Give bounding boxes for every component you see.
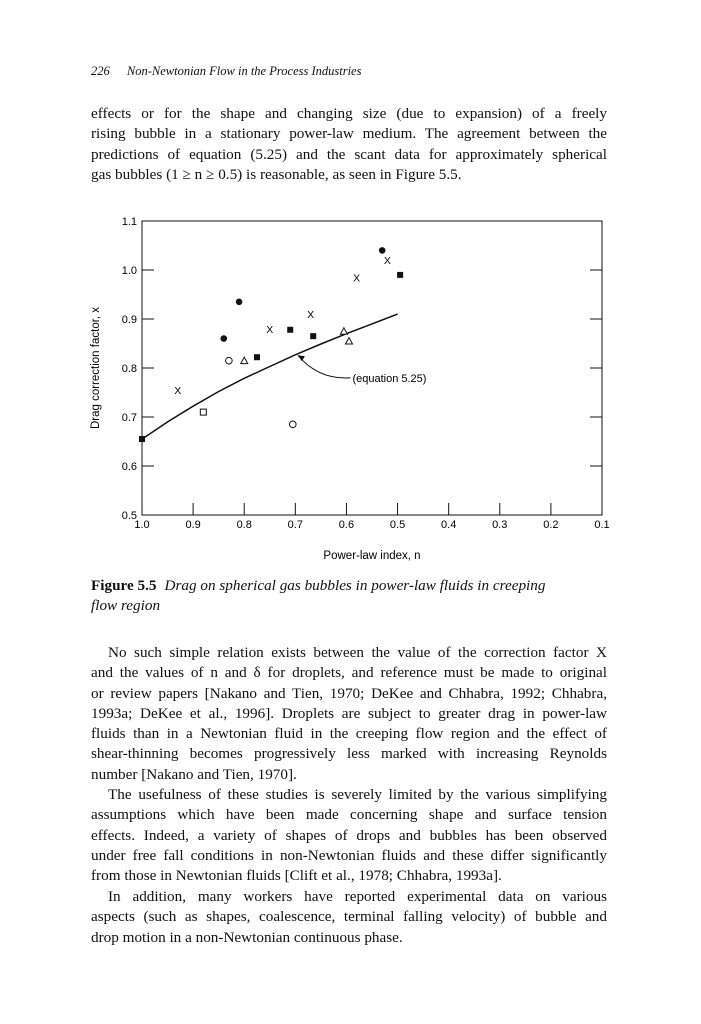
open-circle-point: [226, 357, 233, 364]
text-line: under free fall conditions in non-Newtonian fluids and these differ significantly: [91, 846, 607, 864]
paragraph-droplets: [91, 643, 607, 785]
filled-square-point: [139, 436, 145, 442]
y-tick-label: 0.7: [121, 412, 137, 424]
filled-circle-point: [220, 335, 227, 342]
running-header: [91, 64, 361, 79]
x-marker-point: X: [174, 385, 182, 398]
text-line: or review papers [Nakano and Tien, 1970; DeKee and Chhabra, 1992; Chhabra,: [91, 684, 607, 702]
triangle-point: [241, 357, 248, 364]
x-tick-label: 0.7: [287, 519, 303, 531]
x-axis-label: Power-law index, n: [323, 550, 421, 562]
caption-text-cont: flow region: [91, 597, 161, 614]
text-line: and the values of n and δ for droplets, and reference must be made to original: [91, 664, 607, 682]
triangle-point: [346, 338, 353, 345]
y-tick-label: 0.9: [121, 314, 137, 326]
filled-square-point: [397, 272, 403, 278]
filled-square-point: [287, 327, 293, 333]
text-line: fluids than in a Newtonian fluid in the creeping flow region and the effect of: [91, 725, 607, 743]
filled-circle-point: [236, 299, 243, 306]
x-marker-point: X: [383, 255, 391, 268]
x-tick-label: 0.3: [492, 519, 508, 531]
text-line: gas bubbles (1 ≥ n ≥ 0.5) is reasonable, as seen in Figure 5.5.: [91, 165, 462, 183]
y-tick-label: 0.6: [121, 461, 137, 473]
figure-label: Figure 5.5: [91, 577, 157, 594]
text-line: assumptions which have been made concerning shape and surface tension: [91, 806, 607, 824]
x-tick-label: 0.5: [389, 519, 406, 531]
caption-text: Drag on spherical gas bubbles in power-law fluids in creeping: [164, 577, 546, 594]
figure-5-5: [85, 208, 615, 568]
x-tick-label: 0.2: [543, 519, 559, 531]
text-line: predictions of equation (5.25) and the scant data for approximately spherical: [91, 145, 607, 163]
open-circle-point: [289, 421, 296, 428]
annotation-arrow: [298, 355, 351, 378]
y-axis-label: Drag correction factor, x: [90, 306, 102, 430]
text-line: aspects (such as shapes, coalescence, terminal falling velocity) of bubble and: [91, 908, 607, 926]
x-tick-label: 1.0: [134, 519, 150, 531]
x-tick-label: 0.9: [185, 519, 201, 531]
x-tick-label: 0.4: [441, 519, 457, 531]
x-tick-label: 0.1: [594, 519, 610, 531]
text-line: rising bubble in a stationary power-law medium. The agreement between the: [91, 125, 607, 143]
y-tick-label: 0.8: [121, 363, 137, 375]
x-tick-label: 0.6: [338, 519, 355, 531]
x-marker-point: X: [307, 309, 315, 322]
y-tick-label: 0.5: [121, 510, 137, 522]
running-title: Non-Newtonian Flow in the Process Industries: [126, 64, 362, 78]
filled-circle-point: [379, 247, 386, 254]
x-tick-label: 0.8: [236, 519, 252, 531]
paragraph-intro: [91, 104, 607, 185]
x-marker-point: X: [266, 323, 274, 336]
text-line: No such simple relation exists between the value of the correction factor X: [108, 644, 607, 661]
y-tick-label: 1.0: [121, 265, 137, 277]
open-square-point: [200, 409, 206, 415]
filled-square-point: [254, 354, 260, 360]
x-marker-point: X: [353, 272, 361, 285]
text-line: 1993a; DeKee et al., 1996]. Droplets are subject to greater drag in power-law: [91, 704, 607, 722]
page-number: 226: [91, 64, 110, 78]
text-line: from those in Newtonian fluids [Clift et al., 1978; Chhabra, 1993a].: [91, 867, 502, 885]
text-line: In addition, many workers have reported experimental data on various: [108, 888, 607, 905]
text-line: effects. Indeed, a variety of shapes of drops and bubbles has been observed: [91, 826, 607, 844]
figure-caption: [91, 576, 607, 616]
filled-square-point: [310, 333, 316, 339]
annotation-arrowhead: [298, 355, 305, 361]
text-line: effects or for the shape and changing size (due to expansion) of a freely: [91, 105, 607, 122]
y-tick-label: 1.1: [121, 216, 137, 228]
plot-frame: [142, 221, 602, 515]
triangle-point: [340, 328, 347, 335]
annotation-label: (equation 5.25): [352, 372, 427, 385]
text-line: drop motion in a non-Newtonian continuous phase.: [91, 928, 403, 946]
text-line: The usefulness of these studies is severely limited by the various simplifying: [108, 786, 607, 803]
text-line: shear-thinning becomes progressively less marked with increasing Reynolds: [91, 745, 607, 763]
drag-correction-chart: [85, 208, 615, 568]
paragraph-usefulness: [91, 785, 607, 886]
text-line: number [Nakano and Tien, 1970].: [91, 765, 297, 783]
paragraph-addition: [91, 887, 607, 948]
